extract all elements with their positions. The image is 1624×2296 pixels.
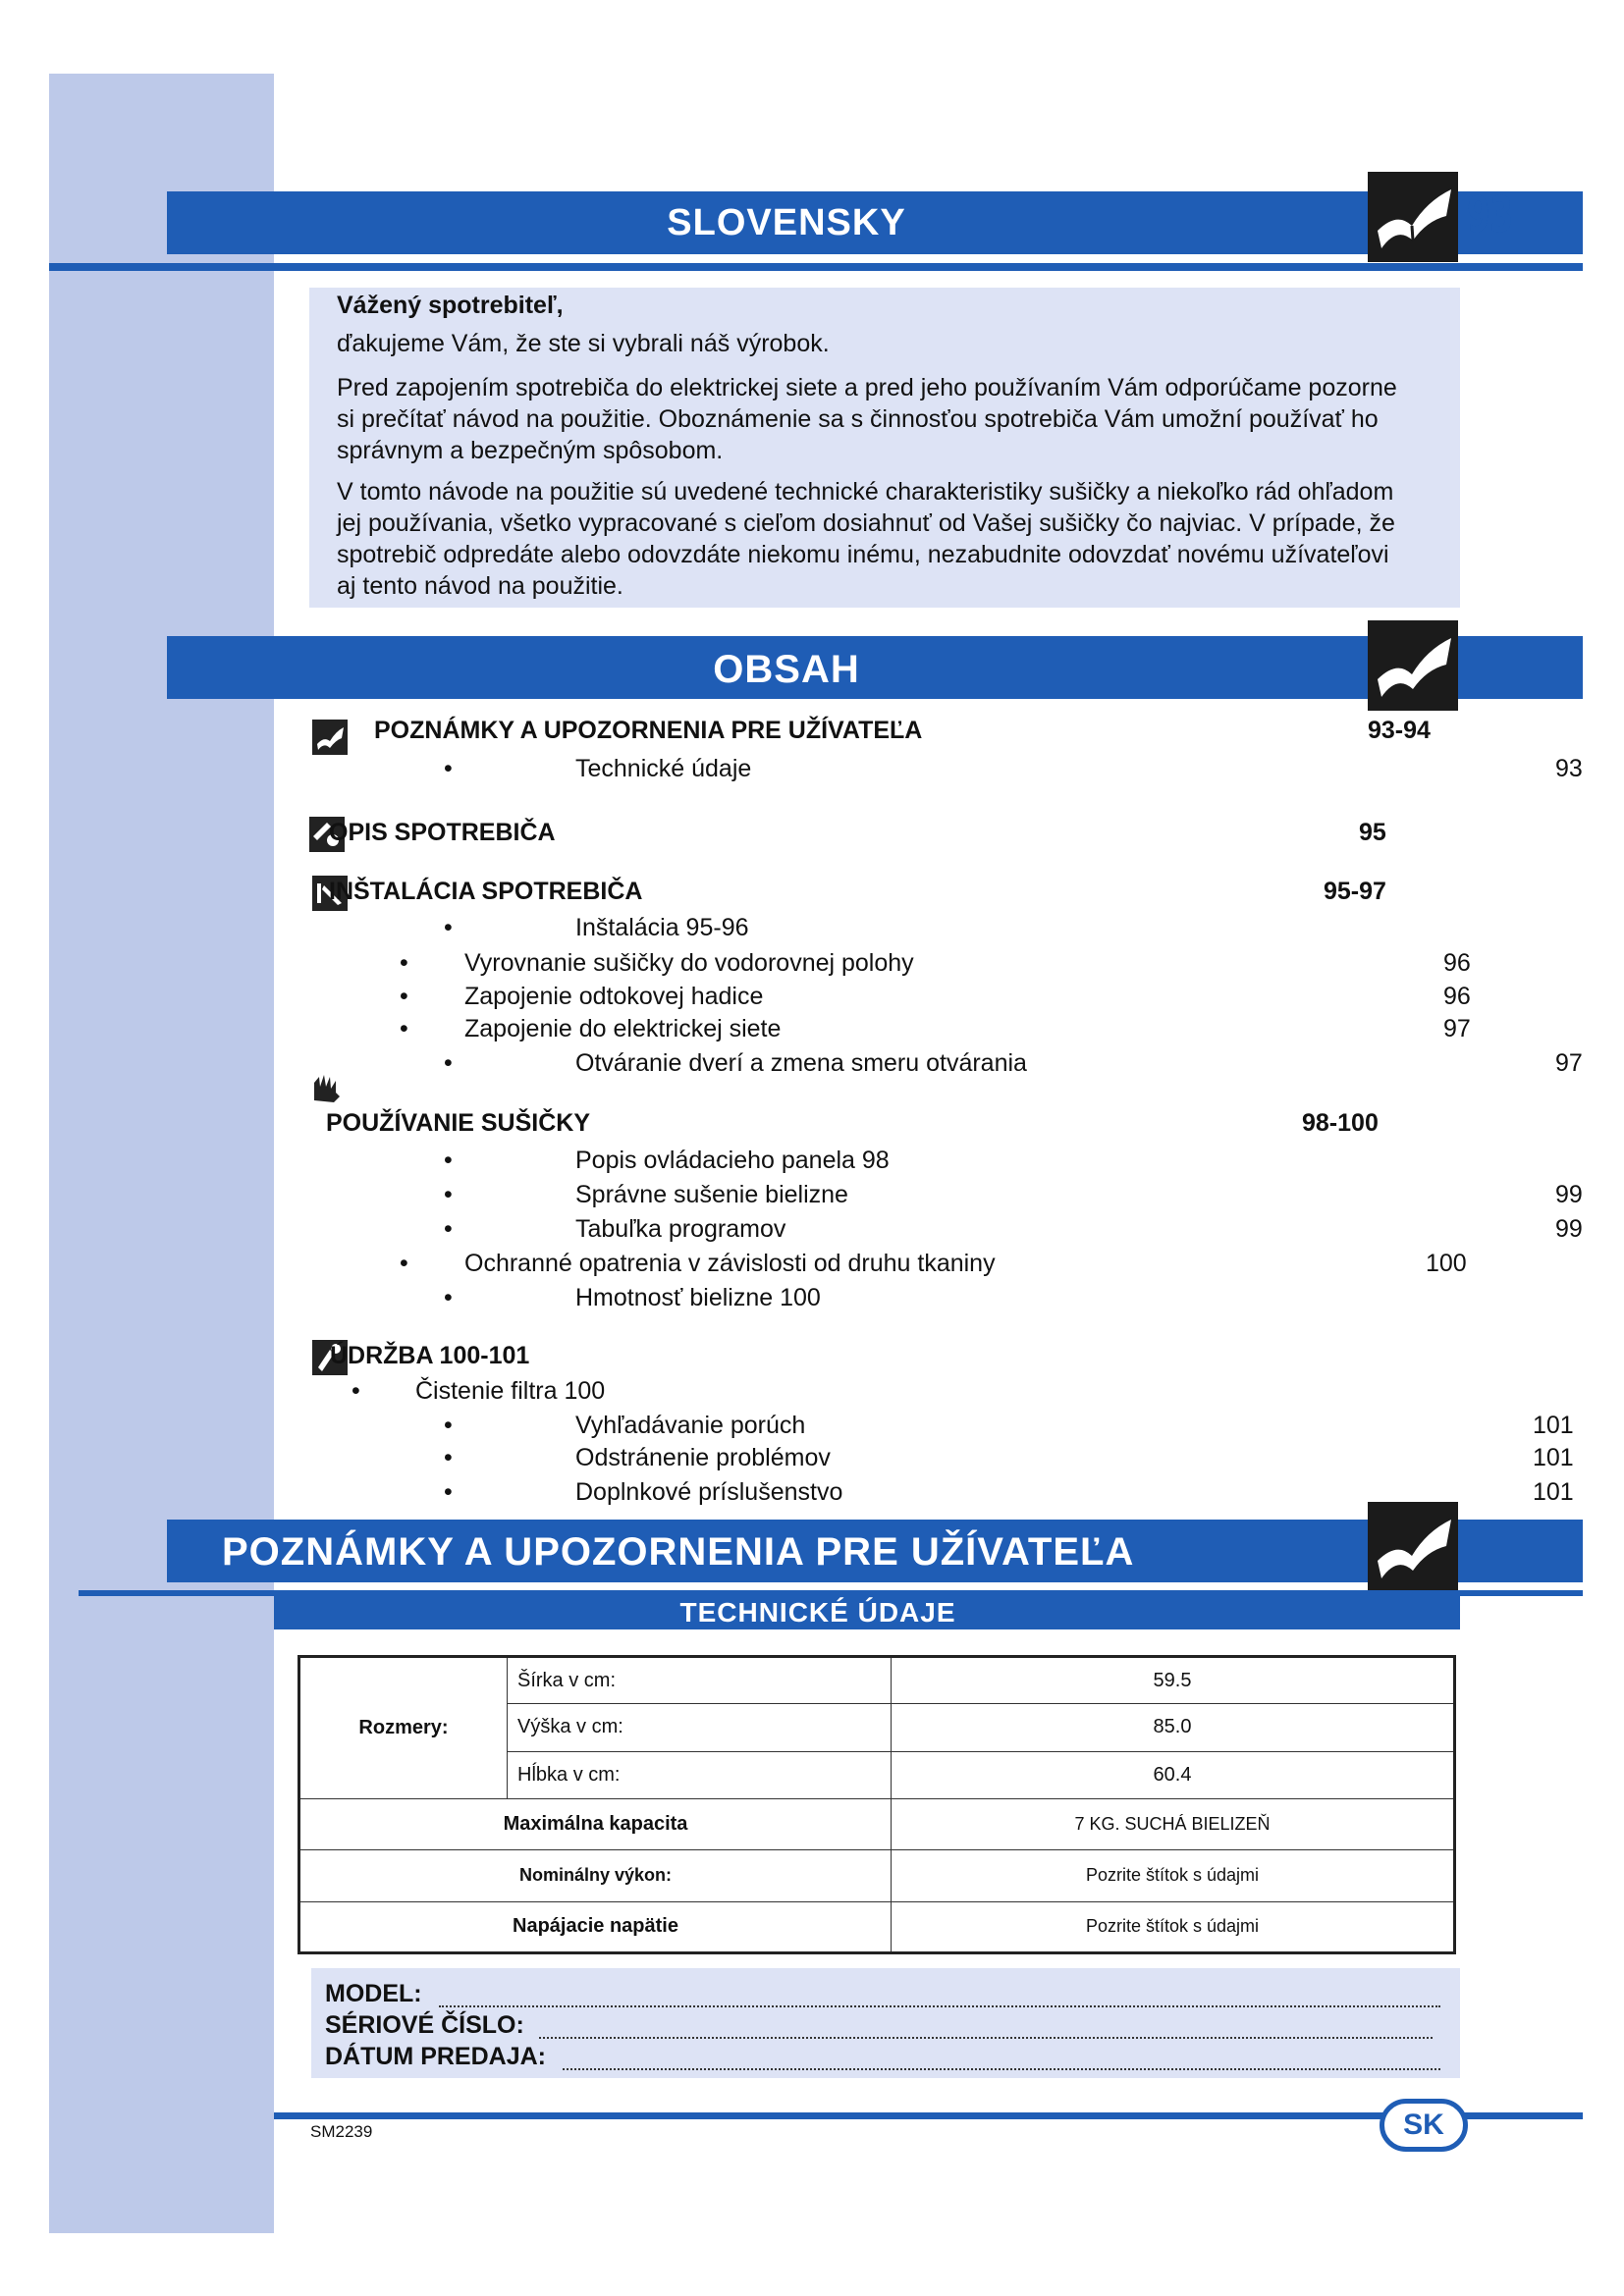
book-icon	[1368, 172, 1458, 262]
toc-section-description: OPIS SPOTREBIČA	[329, 819, 556, 846]
height-label: Výška v cm:	[508, 1704, 892, 1751]
intro-paragraph-2-line-1: Pred zapojením spotrebiča do elektrickej siete a pred jeho používaním Vám odporúčame pozorne	[337, 374, 1397, 401]
toc-item-page: 93	[1555, 755, 1583, 782]
spec-table	[298, 1655, 1456, 1954]
toc-section-notes: POZNÁMKY A UPOZORNENIA PRE UŽÍVATEĽA	[374, 717, 923, 744]
dimensions-label: Rozmery:	[299, 1657, 508, 1799]
intro-paragraph-3-line-1: V tomto návode na použitie sú uvedené technické charakteristiky sušičky a niekoľko rád ohľadom	[337, 478, 1394, 506]
depth-value: 60.4	[892, 1751, 1455, 1798]
toc-item-troubleshooting: Vyhľadávanie porúch	[575, 1412, 806, 1439]
toc-section-installation: INŠTALÁCIA SPOTREBIČA	[329, 878, 643, 905]
width-label: Šírka v cm:	[508, 1657, 892, 1704]
toc-item-technical-data: Technické údaje	[575, 755, 752, 782]
toc-item-program-table: Tabuľka programov	[575, 1215, 786, 1243]
toc-item-accessories: Doplnkové príslušenstvo	[575, 1478, 843, 1506]
model-label: MODEL:	[325, 1980, 422, 2007]
intro-paragraph-2-line-2: si prečítať návod na použitie. Oboznámenie sa s činnosťou spotrebiča Vám umožní používať ho	[337, 405, 1379, 433]
intro-panel	[309, 288, 1460, 608]
height-value: 85.0	[892, 1704, 1455, 1751]
power-value: Pozrite štítok s údajmi	[892, 1850, 1455, 1901]
toc-section-notes-pages: 93-94	[1368, 717, 1431, 744]
toc-bullet: •	[352, 1377, 360, 1405]
width-value: 59.5	[892, 1657, 1455, 1704]
document-code: SM2239	[310, 2122, 373, 2141]
serial-number-fill-line	[539, 2037, 1433, 2039]
model-fill-line	[439, 2005, 1440, 2007]
toc-item-page: 101	[1533, 1412, 1574, 1439]
left-margin-strip	[49, 74, 274, 2233]
hand-icon	[310, 1071, 346, 1104]
toc-item-electrical: Zapojenie do elektrickej siete	[464, 1015, 782, 1042]
book-icon	[1368, 1502, 1458, 1592]
sale-date-label: DÁTUM PREDAJA:	[325, 2043, 546, 2070]
toc-item-installation: Inštalácia 95-96	[575, 914, 749, 941]
toc-bullet: •	[444, 1181, 453, 1208]
toc-item-page: 97	[1555, 1049, 1583, 1077]
toc-bullet: •	[444, 1284, 453, 1311]
capacity-value: 7 KG. SUCHÁ BIELIZEŇ	[892, 1798, 1455, 1849]
technical-data-bar	[274, 1596, 1460, 1629]
toc-bullet: •	[444, 1049, 453, 1077]
toc-item-fabric-care: Ochranné opatrenia v závislosti od druhu tkaniny	[464, 1250, 996, 1277]
toc-item-page: 99	[1555, 1181, 1583, 1208]
toc-bullet: •	[444, 1215, 453, 1243]
toc-item-filter-cleaning: Čistenie filtra 100	[415, 1377, 606, 1405]
toc-section-usage: POUŽÍVANIE SUŠIČKY	[326, 1109, 591, 1137]
toc-bullet: •	[444, 1444, 453, 1471]
intro-paragraph-3-line-4: aj tento návod na použitie.	[337, 572, 623, 600]
toc-item-page: 101	[1533, 1444, 1574, 1471]
toc-item-drain-hose: Zapojenie odtokovej hadice	[464, 983, 764, 1010]
serial-number-label: SÉRIOVÉ ČÍSLO:	[325, 2011, 524, 2039]
voltage-label: Napájacie napätie	[299, 1901, 892, 1952]
toc-bullet: •	[400, 949, 408, 977]
toc-item-page: 97	[1443, 1015, 1471, 1042]
language-badge: SK	[1380, 2099, 1468, 2152]
intro-paragraph-3-line-3: spotrebič odpredáte alebo odovzdáte niekomu inému, nezabudnite odovzdať novému užívateľovi	[337, 541, 1389, 568]
depth-label: Hĺbka v cm:	[508, 1751, 892, 1798]
capacity-label: Maximálna kapacita	[299, 1798, 892, 1849]
sale-date-fill-line	[563, 2068, 1440, 2070]
toc-bullet: •	[444, 914, 453, 941]
technical-data-title: TECHNICKÉ ÚDAJE	[679, 1597, 956, 1628]
toc-item-laundry-weight: Hmotnosť bielizne 100	[575, 1284, 821, 1311]
voltage-value: Pozrite štítok s údajmi	[892, 1901, 1455, 1952]
toc-section-installation-pages: 95-97	[1324, 878, 1386, 905]
toc-section-usage-pages: 98-100	[1302, 1109, 1379, 1137]
power-label: Nominálny výkon:	[299, 1850, 892, 1901]
toc-item-door: Otváranie dverí a zmena smeru otvárania	[575, 1049, 1027, 1077]
toc-item-correct-drying: Správne sušenie bielizne	[575, 1181, 848, 1208]
toc-item-page: 100	[1426, 1250, 1467, 1277]
intro-paragraph-3-line-2: jej používania, všetko vypracované s cieľom dosiahnuť od Vašej sušičky čo najviac. V prípade, že	[337, 509, 1395, 537]
book-icon	[1368, 620, 1458, 711]
contents-title: OBSAH	[713, 648, 860, 691]
toc-item-control-panel: Popis ovládacieho panela 98	[575, 1147, 890, 1174]
toc-item-page: 101	[1533, 1478, 1574, 1506]
notes-icon	[312, 720, 348, 755]
toc-section-description-pages: 95	[1359, 819, 1386, 846]
toc-bullet: •	[444, 1412, 453, 1439]
toc-bullet: •	[444, 1478, 453, 1506]
page-title: SLOVENSKY	[667, 202, 906, 243]
toc-bullet: •	[400, 1015, 408, 1042]
toc-bullet: •	[444, 755, 453, 782]
page-number: 93	[1467, 187, 1514, 243]
toc-item-page: 96	[1443, 983, 1471, 1010]
model-info-box	[311, 1968, 1460, 2078]
toc-item-problem-solving: Odstránenie problémov	[575, 1444, 831, 1471]
intro-paragraph-2-line-3: správnym a bezpečným spôsobom.	[337, 437, 724, 464]
toc-section-maintenance: ÚDRŽBA 100-101	[330, 1342, 530, 1369]
header-rule	[49, 263, 1583, 271]
toc-bullet: •	[400, 983, 408, 1010]
toc-bullet: •	[444, 1147, 453, 1174]
toc-item-page: 99	[1555, 1215, 1583, 1243]
toc-item-leveling: Vyrovnanie sušičky do vodorovnej polohy	[464, 949, 914, 977]
intro-paragraph-1: ďakujeme Vám, že ste si vybrali náš výrobok.	[337, 330, 830, 357]
notes-title: POZNÁMKY A UPOZORNENIA PRE UŽÍVATEĽA	[222, 1530, 1135, 1574]
toc-bullet: •	[400, 1250, 408, 1277]
intro-greeting: Vážený spotrebiteľ,	[337, 292, 564, 319]
toc-item-page: 96	[1443, 949, 1471, 977]
